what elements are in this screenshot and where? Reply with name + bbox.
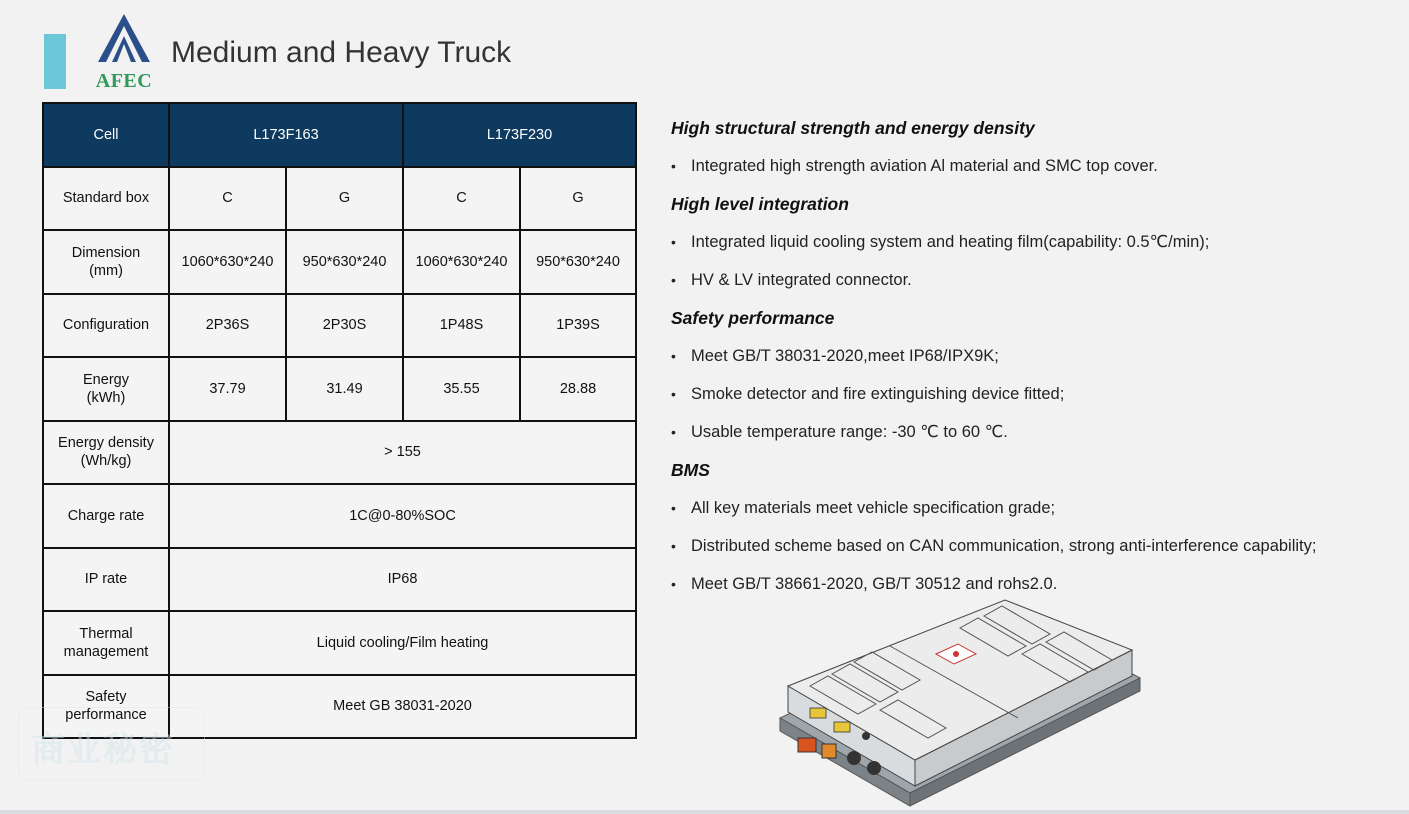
list-item (671, 416, 1391, 454)
header-accent-bar (44, 34, 66, 89)
row-label: IP rate (43, 548, 169, 612)
table-cell: 37.79 (169, 357, 286, 421)
bullet-icon: • (671, 386, 676, 402)
bullet-icon: • (671, 158, 676, 174)
table-cell: 1C@0-80%SOC (169, 484, 636, 548)
battery-pack-image (770, 588, 1150, 808)
row-label: Configuration (43, 294, 169, 358)
feature-list (671, 112, 1391, 606)
list-item (671, 492, 1391, 530)
table-cell: Meet GB 38031-2020 (169, 675, 636, 739)
watermark-text: 商业秘密 (31, 731, 175, 769)
row-label: Energy density (Wh/kg) (43, 421, 169, 485)
list-item-text: All key materials meet vehicle specification grade; (691, 499, 1056, 517)
table-row-thermal (43, 611, 636, 675)
table-cell: 28.88 (520, 357, 636, 421)
header-model-2: L173F230 (403, 103, 636, 167)
table-cell: 1060*630*240 (169, 230, 286, 294)
table-header-row (43, 103, 636, 167)
row-label: Thermal management (43, 611, 169, 675)
table-cell: 1P48S (403, 294, 520, 358)
section-title-structure: High structural strength and energy density (671, 118, 1035, 138)
bottom-divider (0, 810, 1409, 814)
row-label: Energy (kWh) (43, 357, 169, 421)
list-item (671, 226, 1391, 264)
battery-pack-icon (770, 588, 1150, 808)
afec-logo (84, 10, 164, 94)
spec-table (42, 102, 637, 739)
table-row-energy-density (43, 421, 636, 485)
list-item-text: HV & LV integrated connector. (691, 271, 912, 289)
table-row-charge-rate (43, 484, 636, 548)
table-row-dimension (43, 230, 636, 294)
table-cell: 2P36S (169, 294, 286, 358)
list-item-text: Usable temperature range: -30 ℃ to 60 ℃. (691, 423, 1008, 441)
table-cell: 1060*630*240 (403, 230, 520, 294)
list-item (671, 150, 1391, 188)
bullet-icon: • (671, 234, 676, 250)
table-cell: 31.49 (286, 357, 403, 421)
page-title: Medium and Heavy Truck (171, 36, 512, 69)
table-cell: 2P30S (286, 294, 403, 358)
afec-logo-mark-icon (84, 10, 164, 70)
table-cell: C (403, 167, 520, 231)
table-row-standard-box (43, 167, 636, 231)
table-cell: C (169, 167, 286, 231)
row-label: Safety performance (43, 675, 169, 739)
list-item (671, 378, 1391, 416)
bullet-icon: • (671, 348, 676, 364)
logo-text: AFEC (95, 70, 153, 92)
section-title-safety: Safety performance (671, 308, 835, 328)
table-cell: G (286, 167, 403, 231)
table-cell: 1P39S (520, 294, 636, 358)
list-item-text: Smoke detector and fire extinguishing device fitted; (691, 385, 1065, 403)
table-cell: > 155 (169, 421, 636, 485)
list-item (671, 340, 1391, 378)
bullet-icon: • (671, 272, 676, 288)
list-item (671, 264, 1391, 302)
section-title-integration: High level integration (671, 194, 849, 214)
bullet-icon: • (671, 538, 676, 554)
bullet-icon: • (671, 424, 676, 440)
table-cell: Liquid cooling/Film heating (169, 611, 636, 675)
header-cell-label: Cell (43, 103, 169, 167)
list-item-text: Meet GB/T 38661-2020, GB/T 30512 and rohs2.0. (691, 575, 1058, 593)
table-cell: 950*630*240 (286, 230, 403, 294)
list-item-text: Meet GB/T 38031-2020,meet IP68/IPX9K; (691, 347, 999, 365)
table-cell: G (520, 167, 636, 231)
row-label: Dimension (mm) (43, 230, 169, 294)
header-model-1: L173F163 (169, 103, 403, 167)
table-row-ip-rate (43, 548, 636, 612)
table-cell: 950*630*240 (520, 230, 636, 294)
table-row-energy (43, 357, 636, 421)
list-item-text: Distributed scheme based on CAN communication, strong anti-interference capability; (691, 537, 1317, 555)
watermark (18, 707, 205, 781)
table-row-configuration (43, 294, 636, 358)
list-item-text: Integrated high strength aviation Al material and SMC top cover. (691, 157, 1158, 175)
list-item (671, 530, 1391, 568)
section-title-bms: BMS (671, 460, 710, 480)
bullet-icon: • (671, 500, 676, 516)
list-item-text: Integrated liquid cooling system and heating film(capability: 0.5℃/min); (691, 233, 1210, 251)
table-cell: IP68 (169, 548, 636, 612)
row-label: Charge rate (43, 484, 169, 548)
row-label: Standard box (43, 167, 169, 231)
table-cell: 35.55 (403, 357, 520, 421)
bullet-icon: • (671, 576, 676, 592)
